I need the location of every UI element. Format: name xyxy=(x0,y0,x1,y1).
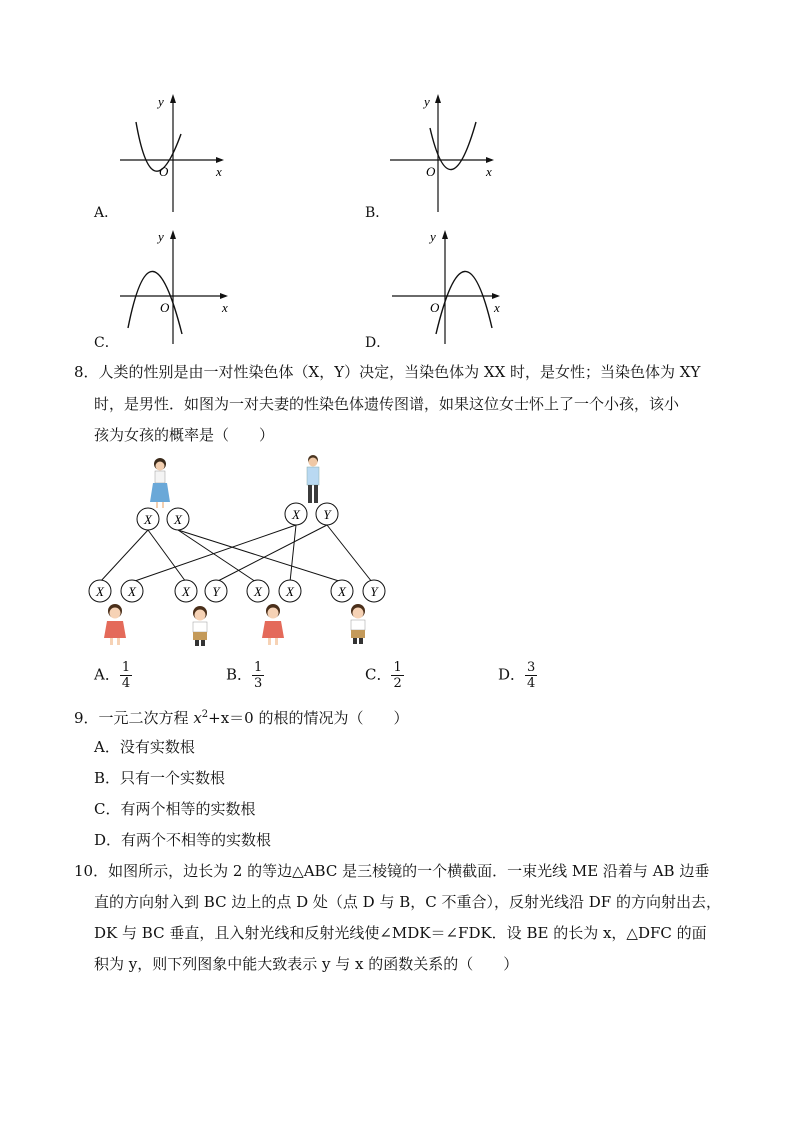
q10-line-2: 直的方向射入到 BC 边上的点 D 处（点 D 与 B，C 不重合），反射光线沿 DF 的方向射出去， xyxy=(94,893,721,911)
q8-line-3: 孩为女孩的概率是（ ） xyxy=(94,426,275,444)
origin-label: O xyxy=(430,300,440,315)
option-label: C． xyxy=(365,665,392,684)
child4-chromosome-1: X xyxy=(338,584,346,599)
q10-line-4: 积为 y，则下列图象中能大致表示 y 与 x 的函数关系的（ ） xyxy=(94,955,519,973)
denominator: 4 xyxy=(121,676,131,691)
fraction xyxy=(391,660,403,691)
child3-chromosome-1: X xyxy=(254,584,262,599)
equation-exponent: 2 xyxy=(201,709,209,720)
q10-line-1: 10．如图所示，边长为 2 的等边△ABC 是三棱镜的一个横截面．一束光线 ME 沿着与 AB 边垂 xyxy=(74,862,710,880)
graph-option-a xyxy=(118,92,228,214)
father-chromosome-1: X xyxy=(292,507,300,522)
q9-option-d[interactable]: D．有两个不相等的实数根 xyxy=(94,831,272,849)
option-label: D． xyxy=(498,665,526,684)
q8-option-b[interactable] xyxy=(226,660,264,691)
y-axis-label: y xyxy=(424,94,430,109)
y-axis-label: y xyxy=(430,229,436,244)
child-girl-1 xyxy=(104,604,126,645)
q9-stem-post: 的根的情况为（ ） xyxy=(253,709,409,727)
child3-chromosome-2: X xyxy=(286,584,294,599)
numerator: 1 xyxy=(393,660,402,675)
numerator: 1 xyxy=(254,660,263,675)
option-d-label: D． xyxy=(365,335,391,351)
child-boy-1 xyxy=(193,606,207,646)
child2-chromosome-2: Y xyxy=(212,584,220,599)
graph-option-d xyxy=(390,228,508,346)
origin-label: O xyxy=(159,164,169,179)
q9-option-b[interactable]: B．只有一个实数根 xyxy=(94,769,226,787)
equation-rest: +x＝0 xyxy=(208,709,254,727)
x-axis-label: x xyxy=(216,164,222,179)
option-a-label: A． xyxy=(94,205,119,221)
fraction xyxy=(525,660,537,691)
q9-option-c[interactable]: C．有两个相等的实数根 xyxy=(94,800,256,818)
father-figure xyxy=(307,455,319,503)
y-axis-label: y xyxy=(158,229,164,244)
option-b-label: B． xyxy=(365,205,390,221)
option-label: B． xyxy=(226,665,253,684)
x-axis-label: x xyxy=(222,300,228,315)
q9-stem-pre: 9．一元二次方程 xyxy=(74,709,194,727)
child1-chromosome-2: X xyxy=(128,584,136,599)
graph-option-b xyxy=(388,92,498,214)
q8-option-d[interactable] xyxy=(498,660,537,691)
child4-chromosome-2: Y xyxy=(370,584,378,599)
q9-option-a[interactable]: A．没有实数根 xyxy=(94,738,195,756)
option-c-label: C． xyxy=(94,335,119,351)
inheritance-diagram xyxy=(84,452,394,652)
origin-label: O xyxy=(160,300,170,315)
q8-line-2: 时，是男性．如图为一对夫妻的性染色体遗传图谱，如果这位女士怀上了一个小孩，该小 xyxy=(94,395,680,413)
mother-figure xyxy=(150,458,170,508)
fraction xyxy=(120,660,132,691)
q8-line-1: 8．人类的性别是由一对性染色体（X，Y）决定，当染色体为 XX 时，是女性；当染色体为 XY xyxy=(74,363,701,381)
father-chromosome-2: Y xyxy=(323,507,331,522)
child1-chromosome-1: X xyxy=(96,584,104,599)
mother-chromosome-1: X xyxy=(144,512,152,527)
q8-option-a[interactable] xyxy=(94,660,132,691)
mother-chromosome-2: X xyxy=(174,512,182,527)
numerator: 3 xyxy=(527,660,536,675)
denominator: 2 xyxy=(393,676,402,691)
graph-option-c xyxy=(118,228,236,346)
child2-chromosome-1: X xyxy=(182,584,190,599)
fraction xyxy=(252,660,264,691)
denominator: 4 xyxy=(527,676,536,691)
q8-option-c[interactable] xyxy=(365,660,404,691)
q9-stem xyxy=(74,701,409,732)
x-axis-label: x xyxy=(494,300,500,315)
child-boy-2 xyxy=(351,604,365,644)
y-axis-label: y xyxy=(158,94,164,109)
child-girl-2 xyxy=(262,604,284,645)
x-axis-label: x xyxy=(486,164,492,179)
equation-variable: x xyxy=(193,709,202,727)
q10-line-3: DK 与 BC 垂直，且入射光线和反射光线使∠MDK＝∠FDK．设 BE 的长为 x，△DFC 的面 xyxy=(94,924,707,942)
numerator: 1 xyxy=(121,660,131,675)
origin-label: O xyxy=(426,164,436,179)
option-label: A． xyxy=(94,665,120,684)
denominator: 3 xyxy=(254,676,263,691)
